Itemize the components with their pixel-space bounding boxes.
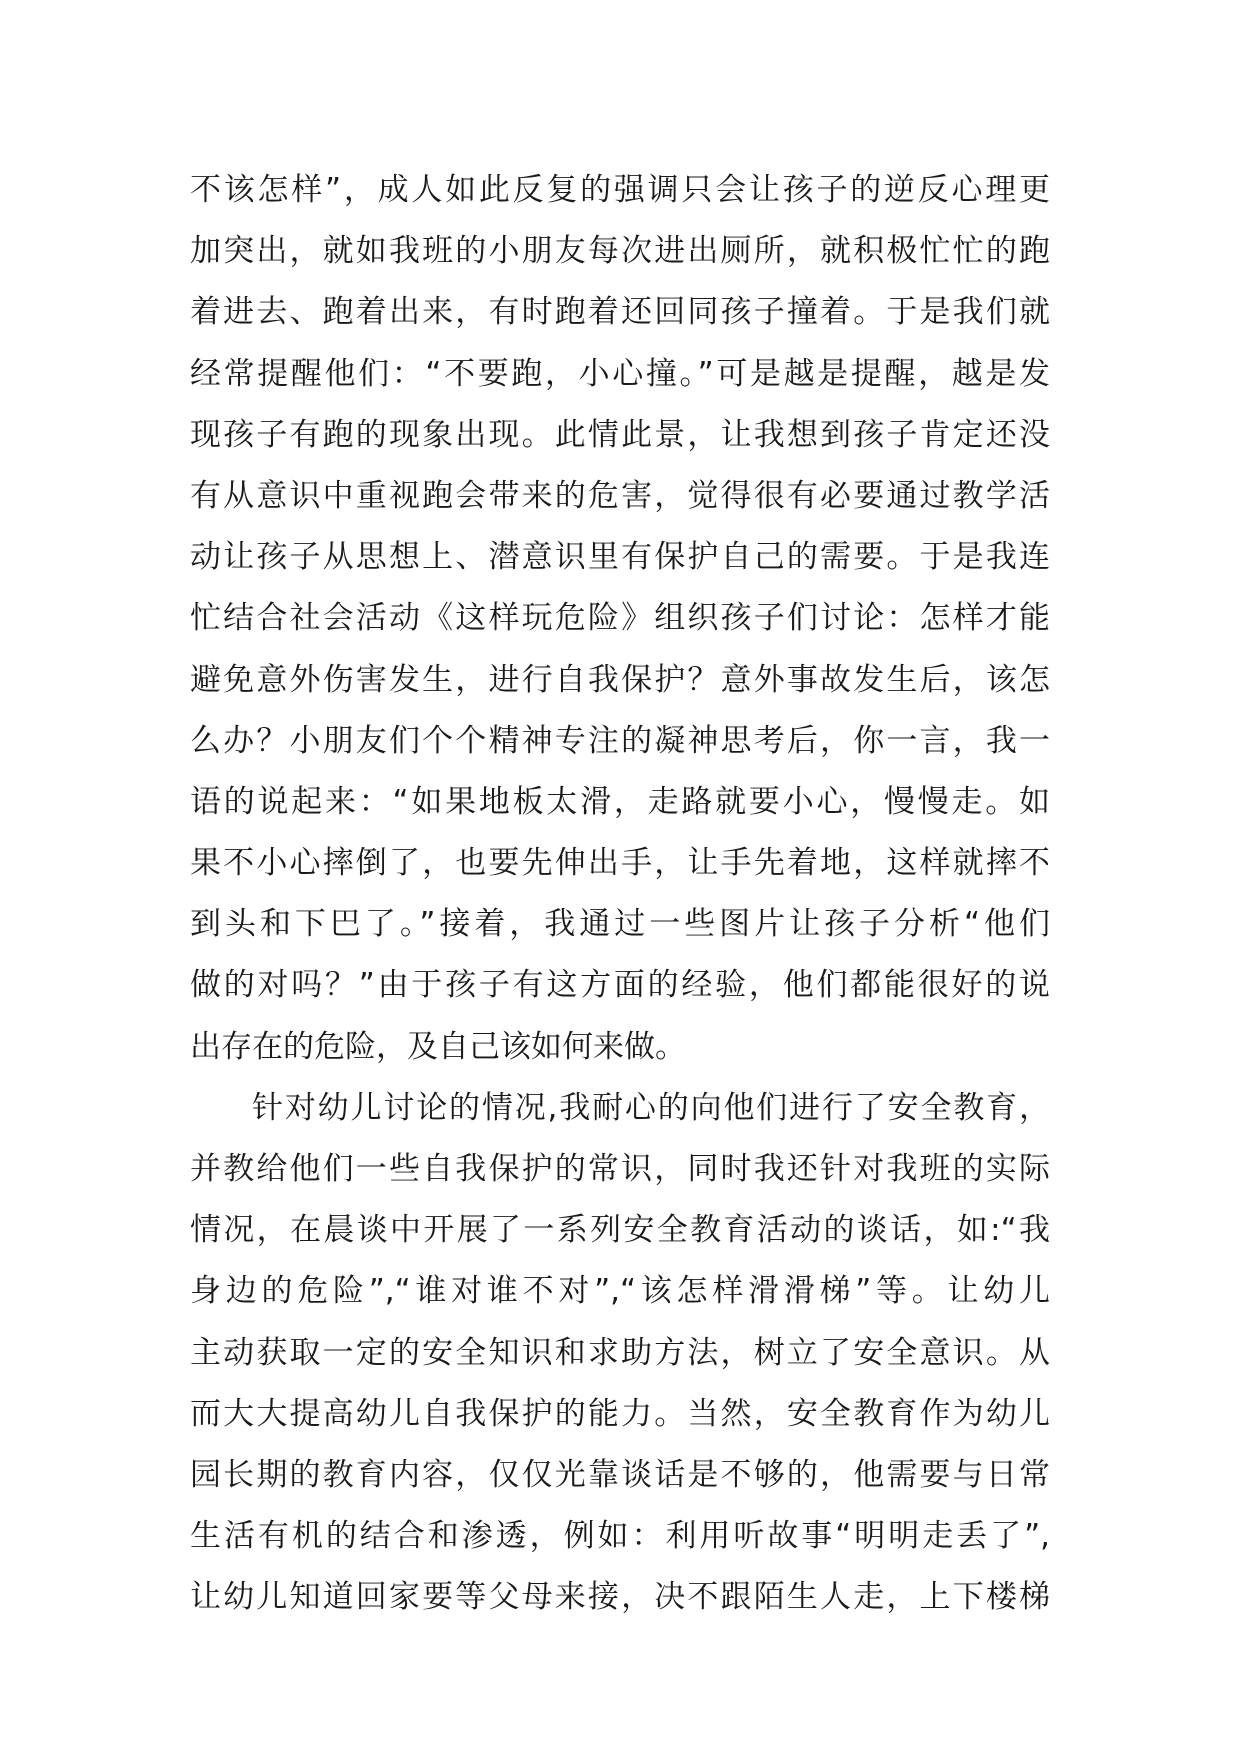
text-line-1: 不该怎样”，成人如此反复的强调只会让孩子的逆反心理更 bbox=[190, 172, 1050, 208]
text-line-3: 着进去、跑着出来，有时跑着还回同孩子撞着。于是我们就 bbox=[190, 294, 1050, 331]
text-line-9: 避免意外伤害发生，进行自我保护？意外事故发生后，该怎 bbox=[190, 661, 1050, 698]
text-line-8: 忙结合社会活动《这样玩危险》组织孩子们讨论：怎样才能 bbox=[190, 600, 1050, 637]
text-line-12: 果不小心摔倒了，也要先伸出手，让手先着地，这样就摔不 bbox=[190, 845, 1050, 882]
body-text bbox=[190, 160, 1050, 1629]
text-line-13: 到头和下巴了。”接着，我通过一些图片让孩子分析“他们 bbox=[190, 906, 1050, 943]
text-line-7: 动让孩子从思想上、潜意识里有保护自己的需要。于是我连 bbox=[190, 539, 1050, 576]
text-line-6: 有从意识中重视跑会带来的危害，觉得很有必要通过教学活 bbox=[190, 477, 1050, 514]
text-line-10: 么办？小朋友们个个精神专注的凝神思考后，你一言，我一 bbox=[190, 722, 1050, 759]
text-line-24: 让幼儿知道回家要等父母来接，决不跟陌生人走，上下楼梯 bbox=[190, 1579, 1050, 1616]
text-line-2: 加突出，就如我班的小朋友每次进出厕所，就积极忙忙的跑 bbox=[190, 233, 1050, 270]
text-line-4: 经常提醒他们：“不要跑，小心撞。”可是越是提醒，越是发 bbox=[190, 355, 1050, 392]
text-line-18: 情况，在晨谈中开展了一系列安全教育活动的谈话，如:“我 bbox=[190, 1212, 1050, 1249]
text-line-19: 身边的危险”,“谁对谁不对”,“该怎样滑滑梯”等。让幼儿 bbox=[190, 1273, 1050, 1310]
text-line-20: 主动获取一定的安全知识和求助方法，树立了安全意识。从 bbox=[190, 1334, 1050, 1371]
text-line-21: 而大大提高幼儿自我保护的能力。当然，安全教育作为幼儿 bbox=[190, 1395, 1050, 1432]
text-line-15: 出存在的危险，及自己该如何来做。 bbox=[190, 1028, 686, 1065]
text-line-5: 现孩子有跑的现象出现。此情此景，让我想到孩子肯定还没 bbox=[190, 416, 1050, 453]
text-line-17: 并教给他们一些自我保护的常识，同时我还针对我班的实际 bbox=[190, 1151, 1050, 1187]
text-line-23: 生活有机的结合和渗透，例如：利用听故事“明明走丢了”, bbox=[190, 1518, 1050, 1555]
text-line-22: 园长期的教育内容，仅仅光靠谈话是不够的，他需要与日常 bbox=[190, 1456, 1050, 1493]
paragraph-start-line: 针对幼儿讨论的情况,我耐心的向他们进行了安全教育， bbox=[252, 1089, 1050, 1126]
text-line-11: 语的说起来：“如果地板太滑，走路就要小心，慢慢走。如 bbox=[190, 783, 1050, 820]
text-line-14: 做的对吗？”由于孩子有这方面的经验，他们都能很好的说 bbox=[190, 967, 1050, 1004]
